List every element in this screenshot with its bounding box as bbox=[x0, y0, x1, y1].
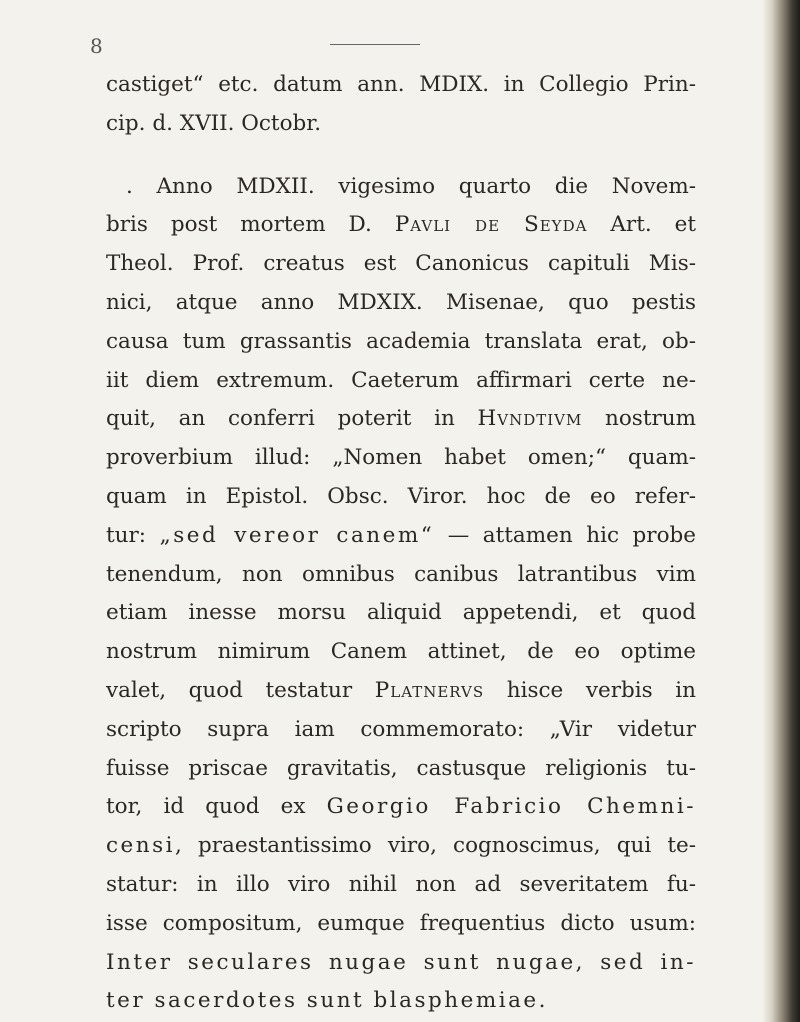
text-line: iit diem extremum. Caeterum affirmari certe ne- bbox=[106, 367, 696, 393]
person-name: Platnervs bbox=[374, 677, 485, 703]
body-text bbox=[106, 66, 696, 1021]
person-name: censi bbox=[106, 833, 176, 859]
book-binding-shadow bbox=[762, 0, 800, 1022]
text-line: bris post mortem D. Pavli de Seyda Art. et bbox=[106, 212, 696, 238]
spaced-quote: ter sacerdotes sunt blasphemiae. bbox=[106, 988, 548, 1014]
text-line: censi, praestantissimo viro, cognoscimus, qui te- bbox=[106, 833, 696, 859]
text-line: castiget“ etc. datum ann. MDIX. in Collegio Prin- bbox=[106, 72, 696, 97]
text-line: etiam inesse morsu aliquid appetendi, et quod bbox=[106, 600, 696, 626]
text-line: causa tum grassantis academia translata erat, ob- bbox=[106, 328, 696, 354]
text-line: tor, id quod ex Georgio Fabricio Chemni- bbox=[106, 794, 696, 820]
text-line: Theol. Prof. creatus est Canonicus capituli Mis- bbox=[106, 251, 696, 277]
text-line: tenendum, non omnibus canibus latrantibus vim bbox=[106, 561, 696, 587]
text-line bbox=[106, 944, 696, 983]
spaced-quote: Inter seculares nugae sunt nugae, sed in- bbox=[106, 949, 696, 975]
text-line: . Anno MDXII. vigesimo quarto die Novem- bbox=[126, 173, 696, 199]
text-line: cip. d. XVII. Octobr. bbox=[106, 110, 322, 136]
person-name: Pavli de Seyda bbox=[394, 212, 588, 238]
text-line: quit, an conferri poterit in Hvndtivm nostrum bbox=[106, 406, 696, 432]
person-name: Georgio Fabricio Chemni- bbox=[326, 794, 696, 820]
text-line: nostrum nimirum Canem attinet, de eo optime bbox=[106, 639, 696, 665]
text-line: statur: in illo viro nihil non ad severitatem fu- bbox=[106, 871, 696, 897]
text-line: tur: „sed vereor canem“ — attamen hic probe bbox=[106, 522, 697, 548]
text-line bbox=[106, 982, 696, 1021]
text-line: proverbium illud: „Nomen habet omen;“ quam- bbox=[106, 445, 696, 471]
text-line: isse compositum, eumque frequentius dicto usum: bbox=[106, 910, 696, 936]
header-rule bbox=[330, 44, 420, 45]
text-line: scripto supra iam commemorato: „Vir videtur bbox=[106, 716, 696, 742]
spaced-quote: „sed vereor canem“ bbox=[159, 522, 435, 548]
page-number: 8 bbox=[90, 34, 103, 58]
text-line: valet, quod testatur Platnervs hisce verbis in bbox=[106, 677, 696, 703]
text-line: fuisse priscae gravitatis, castusque religionis tu- bbox=[106, 755, 696, 781]
text-line: quam in Epistol. Obsc. Viror. hoc de eo refer- bbox=[106, 483, 696, 509]
text-line: nici, atque anno MDXIX. Misenae, quo pestis bbox=[106, 289, 696, 315]
person-name: Hvndtivm bbox=[477, 406, 583, 432]
